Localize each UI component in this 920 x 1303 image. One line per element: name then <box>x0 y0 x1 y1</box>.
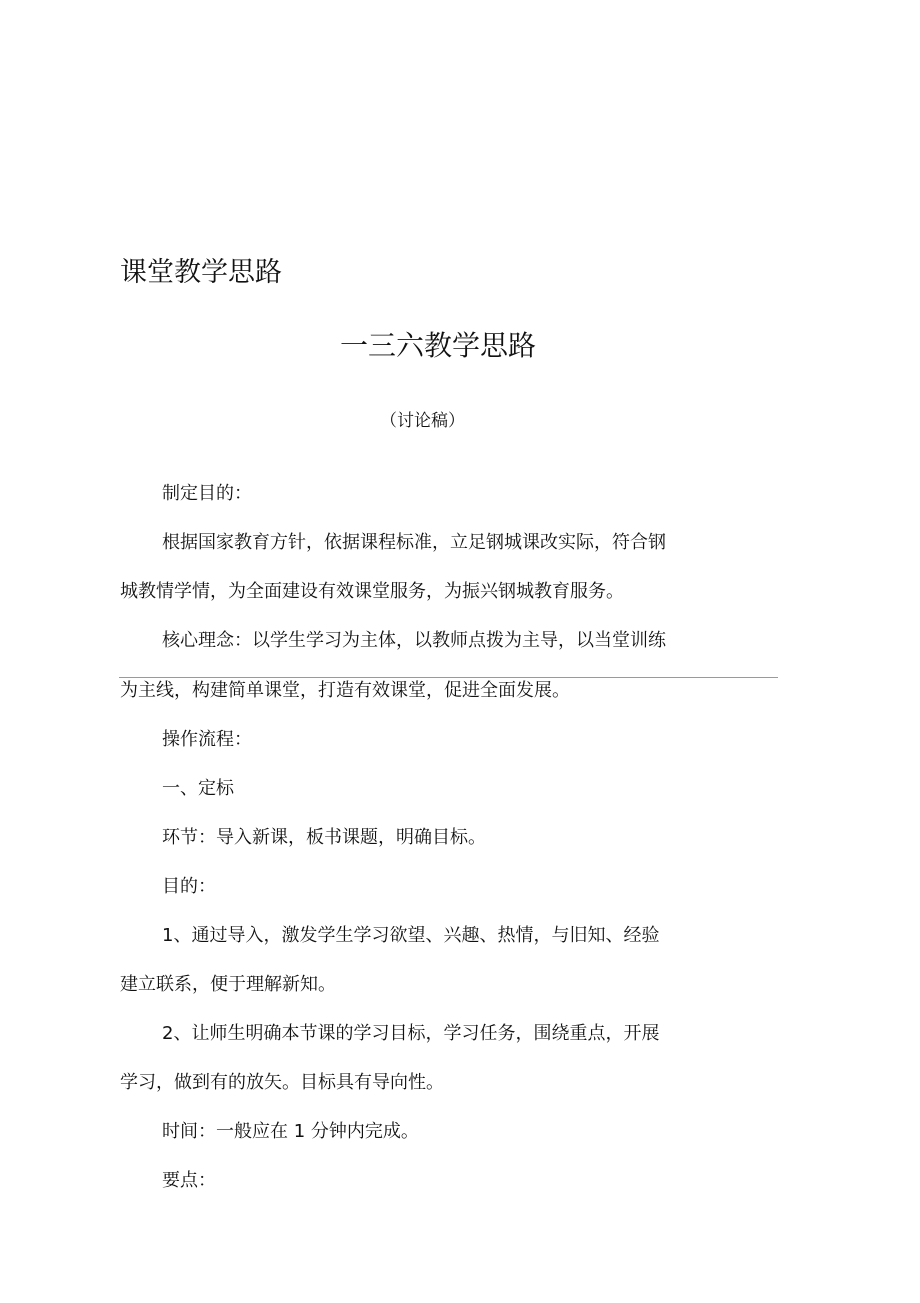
paragraph-line: 根据国家教育方针，依据课程标准，立足钢城课改实际，符合钢 <box>162 532 666 553</box>
horizontal-rule <box>119 677 778 678</box>
paragraph-line: 要点： <box>162 1170 216 1191</box>
paragraph-purpose-heading: 制定目的： <box>162 483 252 504</box>
paragraph-line: 为主线，构建简单课堂，打造有效课堂，促进全面发展。 <box>120 680 570 701</box>
paragraph-process-heading: 操作流程： <box>162 729 252 750</box>
document-header-title: 课堂教学思路 <box>120 257 282 288</box>
paragraph-line: 城教情学情，为全面建设有效课堂服务，为振兴钢城教育服务。 <box>120 581 624 602</box>
paragraph-line: 时间：一般应在 1 分钟内完成。 <box>162 1121 419 1142</box>
document-main-title: 一三六教学思路 <box>340 329 537 362</box>
section-heading: 一、定标 <box>162 778 234 799</box>
paragraph-line: 建立联系，便于理解新知。 <box>120 974 336 995</box>
paragraph-line: 1、通过导入，激发学生学习欲望、兴趣、热情，与旧知、经验 <box>162 925 660 946</box>
paragraph-line: 学习，做到有的放矢。目标具有导向性。 <box>120 1072 444 1093</box>
document-subtitle: （讨论稿） <box>380 411 465 431</box>
paragraph-line: 环节：导入新课，板书课题，明确目标。 <box>162 827 486 848</box>
paragraph-line: 核心理念：以学生学习为主体，以教师点拨为主导，以当堂训练 <box>162 630 666 651</box>
paragraph-line: 2、让师生明确本节课的学习目标，学习任务，围绕重点，开展 <box>162 1023 660 1044</box>
paragraph-line: 目的： <box>162 876 216 897</box>
